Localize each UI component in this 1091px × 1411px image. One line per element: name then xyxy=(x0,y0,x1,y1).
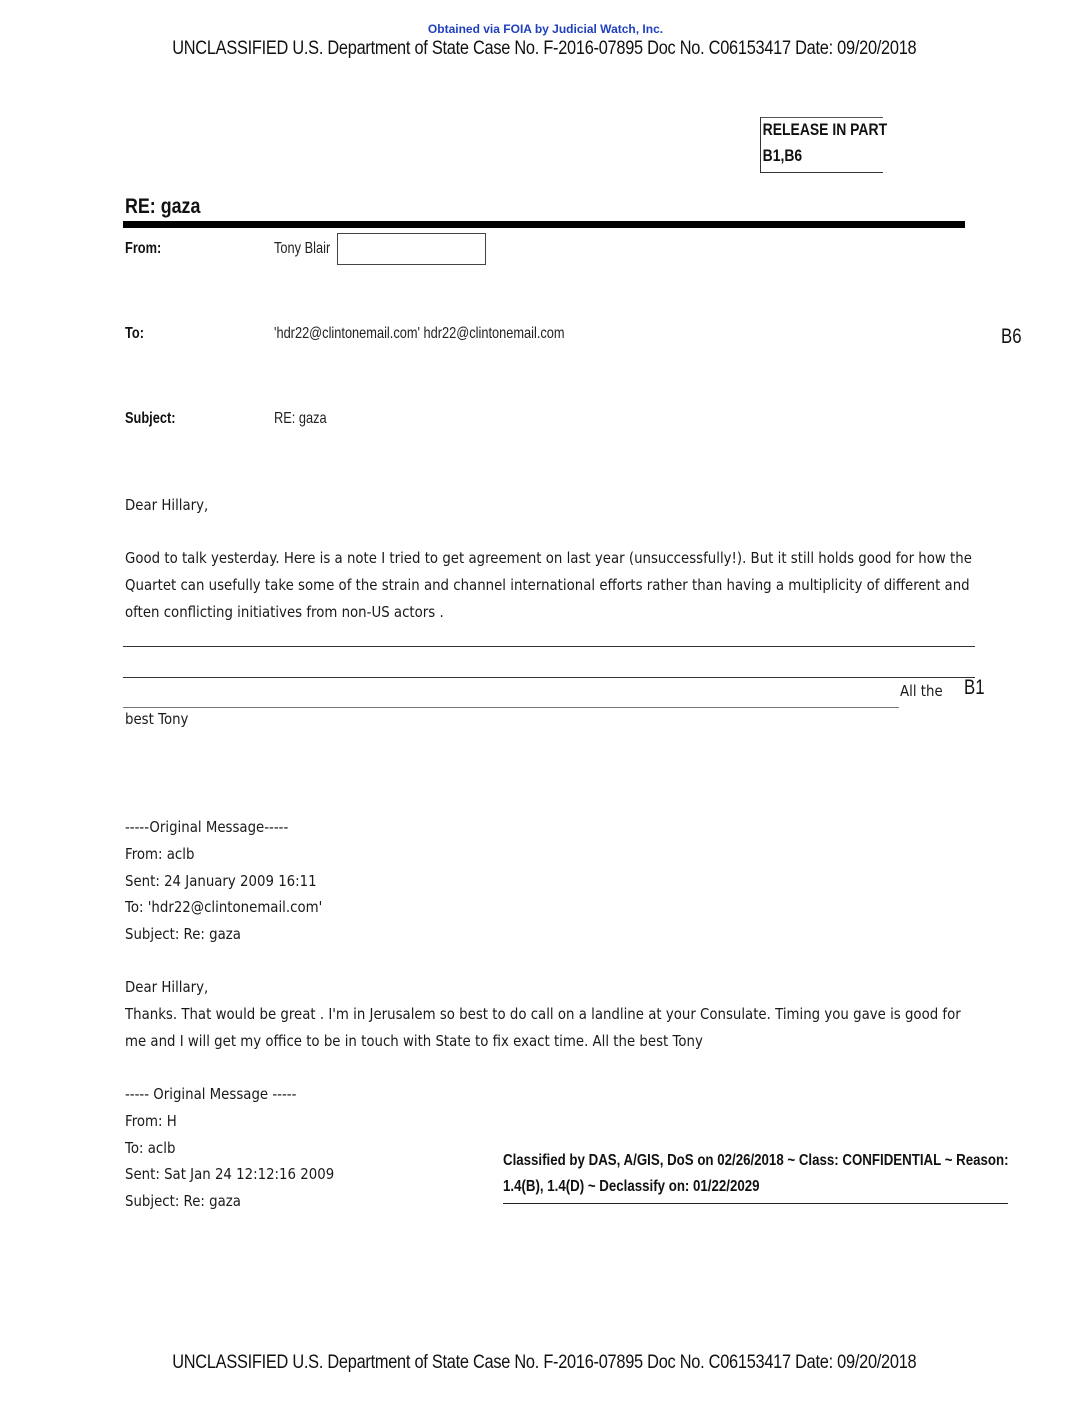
email-title: RE: gaza xyxy=(125,195,201,218)
subject-value: RE: gaza xyxy=(274,410,327,427)
original-1-sent: Sent: 24 January 2009 16:11 xyxy=(125,872,317,890)
after-redaction-text: All the xyxy=(900,682,943,700)
original-1-from: From: aclb xyxy=(125,845,195,863)
release-status: RELEASE IN PART xyxy=(762,120,888,139)
classification-block xyxy=(503,1148,1008,1204)
original-1-subject: Subject: Re: gaza xyxy=(125,925,241,943)
exemption-b1-label: B1 xyxy=(964,676,985,699)
redaction-line-top xyxy=(123,646,975,647)
title-divider xyxy=(123,221,965,228)
header-classification-stamp: UNCLASSIFIED U.S. Department of State Case No. F-2016-07895 Doc No. C06153417 Date: 09/20/2018 xyxy=(172,38,917,59)
classification-line-2: 1.4(B), 1.4(D) ~ Declassify on: 01/22/2029 xyxy=(503,1178,760,1195)
foia-note: Obtained via FOIA by Judicial Watch, Inc. xyxy=(427,22,664,36)
original-2-to: To: aclb xyxy=(125,1139,176,1157)
original-message-separator-2: ----- Original Message ----- xyxy=(125,1085,297,1103)
classification-line-1: Classified by DAS, A/GIS, DoS on 02/26/2018 ~ Class: CONFIDENTIAL ~ Reason: xyxy=(503,1152,1009,1169)
original-1-line-2: me and I will get my office to be in touch with State to fix exact time. All the best Tony xyxy=(125,1032,703,1050)
footer-classification-stamp: UNCLASSIFIED U.S. Department of State Case No. F-2016-07895 Doc No. C06153417 Date: 09/20/2018 xyxy=(172,1352,917,1373)
redaction-box-from xyxy=(337,233,486,265)
original-1-line-1: Thanks. That would be great . I'm in Jerusalem so best to do call on a landline at your Consulate. Timing you gave is good for xyxy=(125,1005,961,1023)
original-2-subject: Subject: Re: gaza xyxy=(125,1192,241,1210)
to-value: 'hdr22@clintonemail.com' hdr22@clintonemail.com xyxy=(274,325,565,342)
original-1-to: To: 'hdr22@clintonemail.com' xyxy=(125,898,323,916)
body-line-3: often conflicting initiatives from non-US actors . xyxy=(125,603,444,621)
from-label: From: xyxy=(125,240,162,257)
original-1-greeting: Dear Hillary, xyxy=(125,978,209,996)
original-2-from: From: H xyxy=(125,1112,177,1130)
to-label: To: xyxy=(125,325,144,342)
greeting: Dear Hillary, xyxy=(125,496,209,514)
signoff: best Tony xyxy=(125,710,189,728)
from-value: Tony Blair xyxy=(274,240,331,257)
exemption-b6-label: B6 xyxy=(1001,325,1022,348)
release-exemptions: B1,B6 xyxy=(762,146,803,165)
original-message-separator-1: -----Original Message----- xyxy=(125,818,289,836)
original-2-sent: Sent: Sat Jan 24 12:12:16 2009 xyxy=(125,1165,335,1183)
redaction-line-middle xyxy=(123,677,975,678)
body-line-2: Quartet can usefully take some of the strain and channel international efforts rather than having a multiplicity of different and xyxy=(125,576,970,594)
release-in-part-box xyxy=(760,117,888,173)
redaction-line-bottom xyxy=(123,707,899,708)
subject-label: Subject: xyxy=(125,410,176,427)
body-line-1: Good to talk yesterday. Here is a note I tried to get agreement on last year (unsuccessfully!). But it still holds good for how the xyxy=(125,549,972,567)
